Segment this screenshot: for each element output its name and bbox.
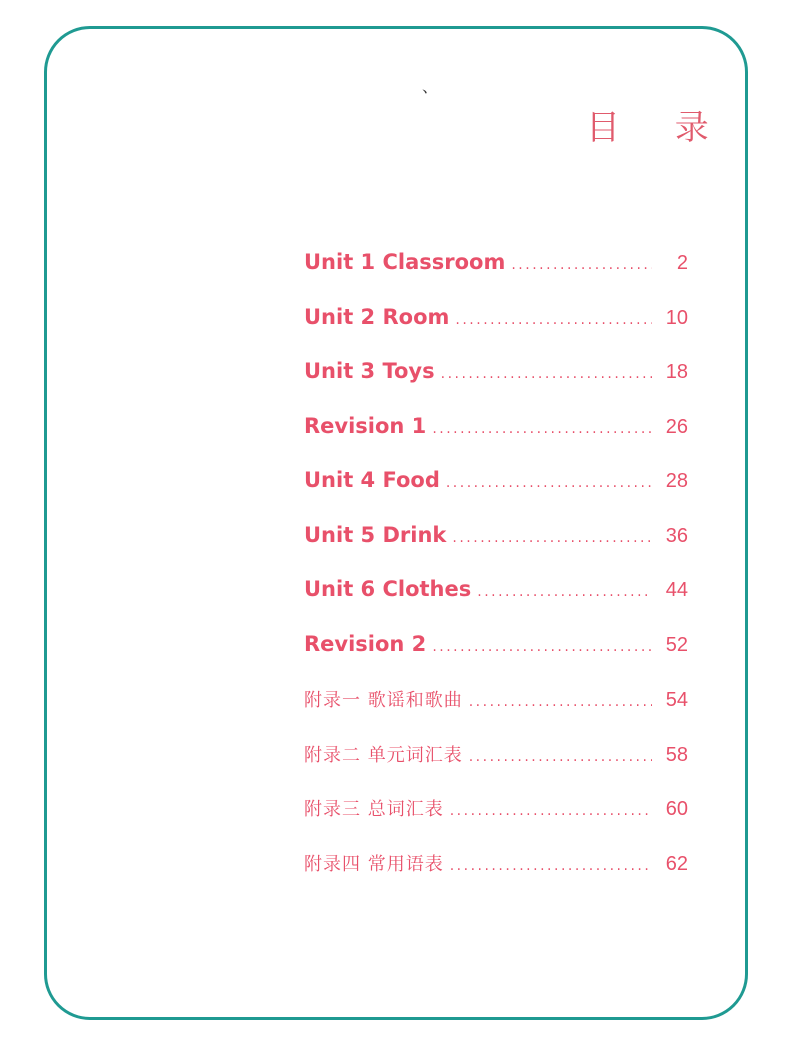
toc-page-number: 18 xyxy=(665,361,688,383)
toc-row-appendix-1[interactable] xyxy=(304,686,688,741)
toc-page-number: 58 xyxy=(665,743,688,766)
toc-row-unit-2[interactable] xyxy=(304,305,688,360)
toc-label: Revision 1 xyxy=(304,413,427,438)
toc-label: Unit 5 Drink xyxy=(304,522,447,547)
toc-label: 附录四 常用语表 xyxy=(304,853,444,875)
toc-page-number: 44 xyxy=(665,579,688,601)
toc-row-unit-3[interactable] xyxy=(304,359,688,414)
toc-label: Revision 2 xyxy=(304,631,427,656)
toc-page-number: 60 xyxy=(665,798,688,820)
toc-label: Unit 2 Room xyxy=(304,304,450,329)
toc-label: Unit 6 Clothes xyxy=(304,577,472,601)
toc-page-number: 62 xyxy=(665,852,688,875)
page-title: 目 录 xyxy=(586,108,731,148)
toc-page-number: 36 xyxy=(665,524,688,547)
toc-row-appendix-3[interactable] xyxy=(304,795,688,850)
toc-label: 附录三 总词汇表 xyxy=(304,799,444,820)
toc-label: 附录二 单元词汇表 xyxy=(304,744,463,766)
toc-leader-dots xyxy=(432,421,652,437)
toc-leader-dots xyxy=(432,639,652,655)
toc-row-appendix-4[interactable] xyxy=(304,850,688,905)
toc-row-unit-4[interactable] xyxy=(304,468,688,523)
page-mark: 、 xyxy=(422,77,439,96)
toc-row-appendix-2[interactable] xyxy=(304,741,688,796)
toc-label: 附录一 歌谣和歌曲 xyxy=(304,690,463,711)
toc-leader-dots xyxy=(477,584,652,600)
toc-row-unit-5[interactable] xyxy=(304,523,688,578)
toc-leader-dots xyxy=(450,803,652,819)
toc-page-number: 26 xyxy=(665,415,688,438)
toc-row-unit-1[interactable] xyxy=(304,250,688,305)
toc-row-revision-2[interactable] xyxy=(304,632,688,687)
toc-label: Unit 3 Toys xyxy=(304,359,435,383)
toc-leader-dots xyxy=(446,475,652,491)
toc-leader-dots xyxy=(450,858,652,874)
toc-page-number: 54 xyxy=(665,689,688,711)
toc-leader-dots xyxy=(469,694,652,710)
toc-leader-dots xyxy=(441,366,652,382)
toc-row-revision-1[interactable] xyxy=(304,414,688,469)
toc-page-number: 52 xyxy=(665,633,688,656)
toc-leader-dots xyxy=(455,312,652,328)
toc-label: Unit 1 Classroom xyxy=(304,250,506,274)
toc-page-number: 2 xyxy=(676,252,688,274)
table-of-contents xyxy=(304,250,688,904)
toc-leader-dots xyxy=(469,749,652,765)
toc-leader-dots xyxy=(511,257,652,273)
toc-row-unit-6[interactable] xyxy=(304,577,688,632)
toc-page-number: 28 xyxy=(665,470,688,492)
toc-label: Unit 4 Food xyxy=(304,468,440,492)
toc-leader-dots xyxy=(452,530,652,546)
toc-page-number: 10 xyxy=(665,306,688,329)
